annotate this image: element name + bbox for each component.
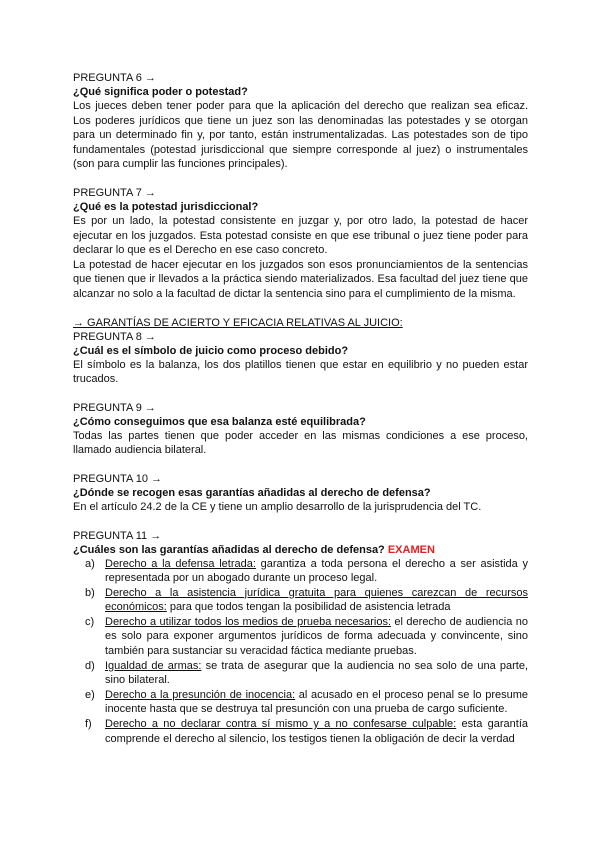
list-item-text: el derecho de audiencia no es solo para exponer argumentos jurídicos de forma adecuada y convincente, sino también para sustanciar su veracidad fáctica mediante pruebas. xyxy=(105,615,528,658)
guarantees-list xyxy=(73,557,528,747)
question-10-label: PREGUNTA 10 → xyxy=(73,472,163,485)
list-item-title: Derecho a la presunción de inocencia: xyxy=(105,688,296,701)
question-7-title: ¿Qué es la potestad jurisdiccional? xyxy=(73,200,259,213)
list-item-text: para que todos tengan la posibilidad de asistencia letrada xyxy=(166,601,451,614)
question-8-answer: El símbolo es la balanza, los dos platillos tienen que estar en equilibrio y no pueden estar trucados. xyxy=(73,358,528,386)
question-9-label: PREGUNTA 9 → xyxy=(73,401,156,414)
question-7-answer-1: Es por un lado, la potestad consistente en juzgar y, por otro lado, la potestad de hacer ejecutar en los juzgados. Esta potestad consiste en que ese tribunal o juez tiene poder para declarar lo que es el Derecho en ese caso concreto. xyxy=(73,214,528,257)
list-item-title: Derecho a utilizar todos los medios de prueba necesarios: xyxy=(105,615,392,628)
question-9-answer: Todas las partes tienen que poder acceder en las mismas condiciones a ese proceso, llamado audiencia bilateral. xyxy=(73,429,528,457)
question-7-label: PREGUNTA 7 → xyxy=(73,186,156,199)
exam-badge: EXAMEN xyxy=(387,543,435,556)
list-item xyxy=(85,688,528,717)
list-item xyxy=(85,557,528,586)
list-item-title: Derecho a la asistencia jurídica gratuita para quienes carezcan de recursos económicos: xyxy=(105,586,528,614)
list-item xyxy=(85,586,528,615)
list-item-text: esta garantía comprende el derecho al silencio, los testigos tienen la obligación de decir la verdad xyxy=(105,718,528,745)
question-10-answer: En el artículo 24.2 de la CE y tiene un amplio desarrollo de la jurisprudencia del TC. xyxy=(73,500,482,513)
question-7-answer-2: La potestad de hacer ejecutar en los juzgados son esos pronunciamientos de la sentencias que tienen que ir llevados a la práctica siendo materializados. Esa facultad del juez tiene que alcanzar no solo a la facultad de dictar la sentencia sino para el cumplimiento de la misma. xyxy=(73,258,528,300)
list-marker: d) xyxy=(85,659,95,672)
list-item xyxy=(85,717,528,746)
question-6-title: ¿Qué significa poder o potestad? xyxy=(73,86,248,98)
list-item xyxy=(85,615,528,659)
list-marker: c) xyxy=(85,615,95,628)
list-marker: f) xyxy=(85,718,92,731)
list-item-text: garantiza a toda persona el derecho a ser asistida y representada por un abogado durante un proceso legal. xyxy=(105,557,528,585)
list-item xyxy=(85,659,528,688)
list-item-text: al acusado en el proceso penal se lo presume inocente hasta que se destruya tal presunción con una prueba de cargo suficiente. xyxy=(105,688,528,716)
list-marker: b) xyxy=(85,586,95,599)
question-6-answer: Los jueces deben tener poder para que la aplicación del derecho que realizan sea eficaz. Los poderes jurídicos que tiene un juez son las denominadas las potestades y se otorgan para un determinado fin y, por tanto, están instrumentalizadas. Las potestades son de tipo fundamentales (potestad jurisdiccional que siempre corresponde al juez) o instrumentales (son para cumplir las funciones principales). xyxy=(73,100,528,171)
question-6-label: PREGUNTA 6 → xyxy=(73,72,156,84)
question-11-text: ¿Cuáles son las garantías añadidas al derecho de defensa? xyxy=(73,543,385,556)
list-item-title: Igualdad de armas: xyxy=(105,659,202,672)
list-marker: e) xyxy=(85,688,95,701)
list-item-text: se trata de asegurar que la audiencia no sea solo de una parte, sino bilateral. xyxy=(105,659,528,687)
question-11-title xyxy=(73,543,528,557)
question-11-label: PREGUNTA 11 → xyxy=(73,529,162,542)
list-marker: a) xyxy=(85,557,95,570)
question-8-label: PREGUNTA 8 → xyxy=(73,330,156,343)
list-item-title: Derecho a la defensa letrada: xyxy=(105,557,256,570)
question-8-title: ¿Cuál es el símbolo de juicio como proceso debido? xyxy=(73,344,349,357)
document-body xyxy=(73,71,528,746)
question-9-title: ¿Cómo conseguimos que esa balanza esté equilibrada? xyxy=(73,415,366,428)
question-10-title: ¿Dónde se recogen esas garantías añadidas al derecho de defensa? xyxy=(73,486,431,499)
section-heading: → GARANTÍAS DE ACIERTO Y EFICACIA RELATIVAS AL JUICIO: xyxy=(73,316,403,329)
list-item-title: Derecho a no declarar contra sí mismo y a no confesarse culpable: xyxy=(105,718,457,731)
